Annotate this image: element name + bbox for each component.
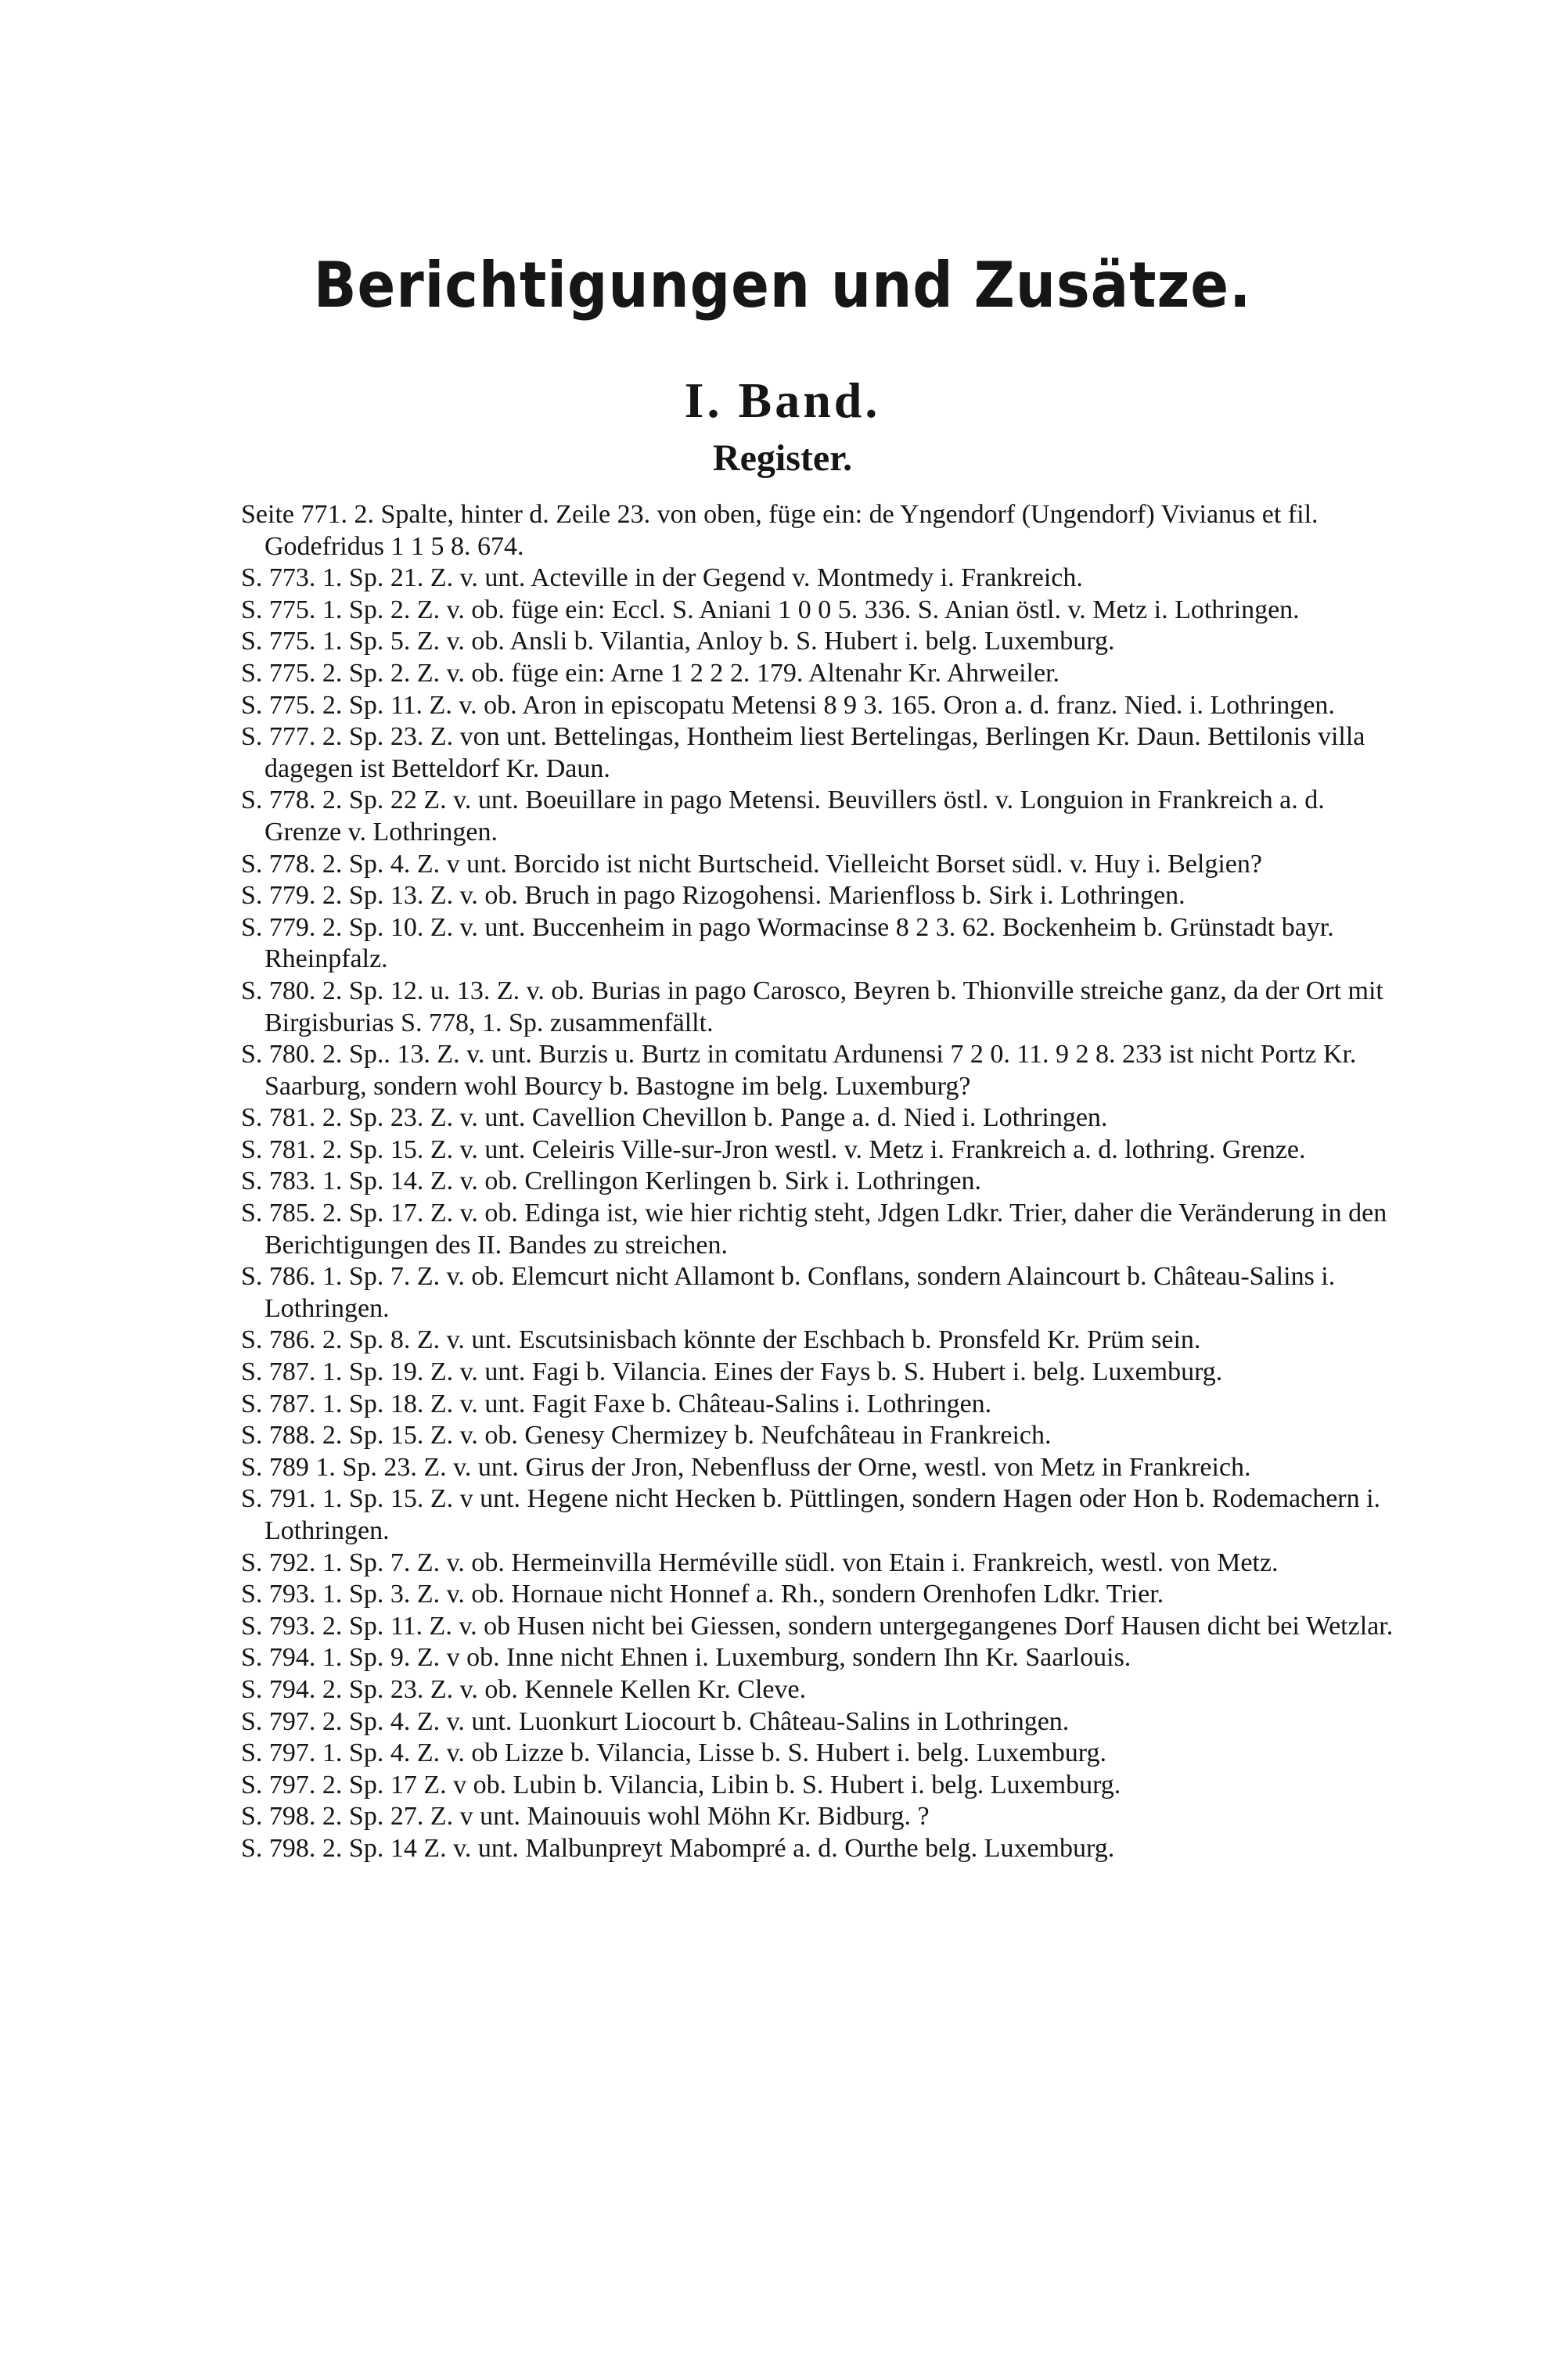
list-item: S. 779. 2. Sp. 10. Z. v. unt. Buccenheim in pago Wormacinse 8 2 3. 62. Bockenheim b. Grünstadt bayr. Rheinpfalz. (241, 912, 1334, 974)
corrections-list (241, 499, 1407, 1865)
section-heading: Register. (712, 437, 853, 479)
list-item: S. 781. 2. Sp. 23. Z. v. unt. Cavellion Chevillon b. Pange a. d. Nied i. Lothringen. (241, 1103, 1108, 1133)
page-title: Berichtigungen und Zusätze. (313, 249, 1252, 322)
list-item: S. 781. 2. Sp. 15. Z. v. unt. Celeiris Ville-sur-Jron westl. v. Metz i. Frankreich a. d. lothring. Grenze. (241, 1134, 1306, 1164)
list-item: S. 778. 2. Sp. 22 Z. v. unt. Boeuillare in pago Metensi. Beuvillers östl. v. Longuion in Frankreich a. d. Grenze v. Lothringen. (241, 786, 1325, 847)
list-item: S. 778. 2. Sp. 4. Z. v unt. Borcido ist nicht Burtscheid. Vielleicht Borset südl. v. Huy i. Belgien? (241, 849, 1262, 879)
list-item: S. 794. 1. Sp. 9. Z. v ob. Inne nicht Ehnen i. Luxemburg, sondern Ihn Kr. Saarlouis. (241, 1643, 1131, 1673)
list-item: S. 798. 2. Sp. 27. Z. v unt. Mainouuis wohl Möhn Kr. Bidburg. ? (241, 1802, 930, 1832)
list-item: S. 780. 2. Sp.. 13. Z. v. unt. Burzis u. Burtz in comitatu Ardunensi 7 2 0. 11. 9 2 8. 233 ist nicht Portz Kr. Saarburg, sondern wohl Bourcy b. Bastogne im belg. Luxemburg? (241, 1040, 1357, 1101)
list-item: S. 785. 2. Sp. 17. Z. v. ob. Edinga ist, wie hier richtig steht, Jdgen Ldkr. Trier, daher die Veränderung in den Berichtigungen des II. Bandes zu streichen. (241, 1199, 1387, 1260)
list-item: S. 797. 2. Sp. 17 Z. v ob. Lubin b. Vilancia, Libin b. S. Hubert i. belg. Luxemburg. (241, 1770, 1121, 1799)
list-item: S. 793. 1. Sp. 3. Z. v. ob. Hornaue nicht Honnef a. Rh., sondern Orenhofen Ldkr. Trier. (241, 1580, 1164, 1609)
list-item: S. 793. 2. Sp. 11. Z. v. ob Husen nicht bei Giessen, sondern untergegangenes Dorf Hausen dicht bei Wetzlar. (241, 1611, 1394, 1641)
list-item: S. 786. 1. Sp. 7. Z. v. ob. Elemcurt nicht Allamont b. Conflans, sondern Alaincourt b. Château-Salins i. Lothringen. (241, 1262, 1336, 1323)
list-item: S. 787. 1. Sp. 18. Z. v. unt. Fagit Faxe b. Château-Salins i. Lothringen. (241, 1389, 992, 1418)
list-item: S. 794. 2. Sp. 23. Z. v. ob. Kennele Kellen Kr. Cleve. (241, 1674, 807, 1704)
list-item: S. 779. 2. Sp. 13. Z. v. ob. Bruch in pago Rizogohensi. Marienfloss b. Sirk i. Lothringen. (241, 881, 1185, 911)
list-item: S. 787. 1. Sp. 19. Z. v. unt. Fagi b. Vilancia. Eines der Fays b. S. Hubert i. belg. Luxemburg. (241, 1357, 1223, 1387)
list-item: S. 775. 1. Sp. 2. Z. v. ob. füge ein: Eccl. S. Aniani 1 0 0 5. 336. S. Anian östl. v. Metz i. Lothringen. (241, 595, 1300, 624)
list-item: S. 783. 1. Sp. 14. Z. v. ob. Crellingon Kerlingen b. Sirk i. Lothringen. (241, 1167, 981, 1196)
list-item: S. 775. 1. Sp. 5. Z. v. ob. Ansli b. Vilantia, Anloy b. S. Hubert i. belg. Luxemburg. (241, 627, 1115, 656)
list-item: S. 798. 2. Sp. 14 Z. v. unt. Malbunpreyt Mabompré a. d. Ourthe belg. Luxemburg. (241, 1833, 1115, 1863)
list-item: S. 797. 2. Sp. 4. Z. v. unt. Luonkurt Liocourt b. Château-Salins in Lothringen. (241, 1706, 1070, 1736)
volume-heading: I. Band. (684, 372, 881, 428)
list-item: Seite 771. 2. Spalte, hinter d. Zeile 23. von oben, füge ein: de Yngendorf (Ungendorf) Vivianus et fil. Godefridus 1 1 5 8. 674. (241, 500, 1319, 561)
list-item: S. 775. 2. Sp. 11. Z. v. ob. Aron in episcopatu Metensi 8 9 3. 165. Oron a. d. franz. Nied. i. Lothringen. (241, 690, 1335, 720)
list-item: S. 791. 1. Sp. 15. Z. v unt. Hegene nicht Hecken b. Püttlingen, sondern Hagen oder Hon b. Rodemachern i. Lothringen. (241, 1484, 1381, 1545)
list-item: S. 786. 2. Sp. 8. Z. v. unt. Escutsinisbach könnte der Eschbach b. Pronsfeld Kr. Prüm sein. (241, 1325, 1201, 1355)
list-item: S. 789 1. Sp. 23. Z. v. unt. Girus der Jron, Nebenfluss der Orne, westl. von Metz in Frankreich. (241, 1452, 1251, 1482)
list-item: S. 792. 1. Sp. 7. Z. v. ob. Hermeinvilla Herméville südl. von Etain i. Frankreich, westl. von Metz. (241, 1548, 1279, 1577)
list-item: S. 797. 1. Sp. 4. Z. v. ob Lizze b. Vilancia, Lisse b. S. Hubert i. belg. Luxemburg. (241, 1738, 1106, 1768)
list-item: S. 780. 2. Sp. 12. u. 13. Z. v. ob. Burias in pago Carosco, Beyren b. Thionville streiche ganz, da der Ort mit Birgisburias S. 778, 1. Sp. zusammenfällt. (241, 976, 1383, 1037)
list-item: S. 775. 2. Sp. 2. Z. v. ob. füge ein: Arne 1 2 2 2. 179. Altenahr Kr. Ahrweiler. (241, 658, 1060, 688)
list-item: S. 788. 2. Sp. 15. Z. v. ob. Genesy Chermizey b. Neufchâteau in Frankreich. (241, 1421, 1052, 1451)
list-item: S. 777. 2. Sp. 23. Z. von unt. Bettelingas, Hontheim liest Bertelingas, Berlingen Kr. Daun. Bettilonis villa dagegen ist Betteldorf Kr. Daun. (241, 722, 1365, 783)
list-item: S. 773. 1. Sp. 21. Z. v. unt. Acteville in der Gegend v. Montmedy i. Frankreich. (241, 563, 1083, 593)
